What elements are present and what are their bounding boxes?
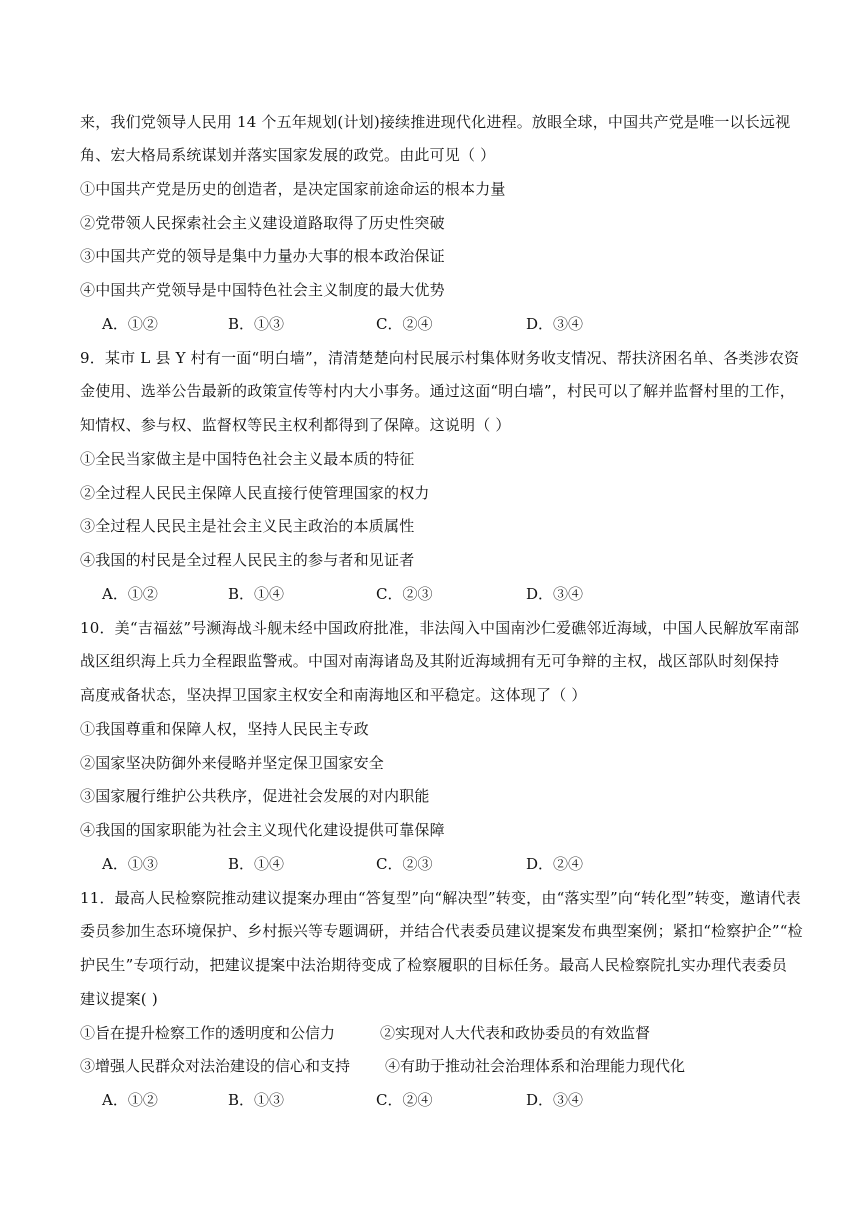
q10-statement-3: ③国家履行维护公共秩序，促进社会发展的对内职能 bbox=[80, 787, 430, 805]
q9-stem-line-2: 金使用、选举公告最新的政策宣传等村内大小事务。通过这面“明白墙”，村民可以了解并监督村里的工作， bbox=[80, 382, 795, 400]
q10-statement-1: ①我国尊重和保障人权，坚持人民民主专政 bbox=[80, 720, 369, 738]
q10-stem-line-2: 战区组织海上兵力全程跟监警戒。中国对南海诸岛及其附近海域拥有无可争辩的主权，战区部队时刻保持 bbox=[80, 652, 780, 670]
q10-option-c[interactable]: C．②③ bbox=[376, 855, 433, 873]
q8-statement-2: ②党带领人民探索社会主义建设道路取得了历史性突破 bbox=[80, 214, 445, 232]
q10-option-a[interactable]: A．①③ bbox=[102, 855, 158, 873]
q11-statement-2: ②实现对人大代表和政协委员的有效监督 bbox=[380, 1024, 651, 1042]
q9-statement-2: ②全过程人民民主保障人民直接行使管理国家的权力 bbox=[80, 484, 430, 502]
q8-option-c[interactable]: C．②④ bbox=[376, 315, 433, 333]
q10-option-d[interactable]: D．②④ bbox=[526, 855, 584, 873]
q9-stem-line-1: 9．某市 L 县 Y 村有一面“明白墙”，清清楚楚向村民展示村集体财务收支情况、帮扶济困名单、各类涉农资 bbox=[80, 349, 800, 367]
q10-stem-line-3: 高度戒备状态，坚决捍卫国家主权安全和南海地区和平稳定。这体现了（ ） bbox=[80, 686, 587, 704]
q9-option-b[interactable]: B．①④ bbox=[228, 585, 285, 603]
q11-stem-line-4: 建议提案( ) bbox=[80, 990, 158, 1008]
q8-statement-3: ③中国共产党的领导是集中力量办大事的根本政治保证 bbox=[80, 247, 445, 265]
q11-option-b[interactable]: B．①③ bbox=[228, 1091, 285, 1109]
q11-stem-line-2: 委员参加生态环境保护、乡村振兴等专题调研，并结合代表委员建议提案发布典型案例；紧扣“检察护企”“检 bbox=[80, 922, 803, 940]
q8-option-d[interactable]: D．③④ bbox=[526, 315, 584, 333]
q9-stem-line-3: 知情权、参与权、监督权等民主权利都得到了保障。这说明（ ） bbox=[80, 416, 511, 434]
q8-statement-4: ④中国共产党领导是中国特色社会主义制度的最大优势 bbox=[80, 281, 445, 299]
q8-statement-1: ①中国共产党是历史的创造者，是决定国家前途命运的根本力量 bbox=[80, 180, 506, 198]
q10-statement-4: ④我国的国家职能为社会主义现代化建设提供可靠保障 bbox=[80, 821, 445, 839]
q8-stem-line-2: 角、宏大格局系统谋划并落实国家发展的政党。由此可见（ ） bbox=[80, 146, 496, 164]
q9-option-a[interactable]: A．①② bbox=[102, 585, 158, 603]
q10-statement-2: ②国家坚决防御外来侵略并坚定保卫国家安全 bbox=[80, 754, 385, 772]
q11-stem-line-1: 11．最高人民检察院推动建议提案办理由“答复型”向“解决型”转变，由“落实型”向“转化型”转变，邀请代表 bbox=[80, 889, 801, 907]
q9-statement-3: ③全过程人民民主是社会主义民主政治的本质属性 bbox=[80, 517, 415, 535]
q9-option-d[interactable]: D．③④ bbox=[526, 585, 584, 603]
q11-option-a[interactable]: A．①② bbox=[102, 1091, 158, 1109]
q11-statement-1: ①旨在提升检察工作的透明度和公信力 bbox=[80, 1024, 336, 1042]
q9-statement-1: ①全民当家做主是中国特色社会主义最本质的特征 bbox=[80, 450, 415, 468]
q11-option-c[interactable]: C．②④ bbox=[376, 1091, 433, 1109]
q11-option-d[interactable]: D．③④ bbox=[526, 1091, 584, 1109]
q10-option-b[interactable]: B．①④ bbox=[228, 855, 285, 873]
q11-statement-3: ③增强人民群众对法治建设的信心和支持 bbox=[80, 1057, 351, 1075]
q8-option-a[interactable]: A．①② bbox=[102, 315, 158, 333]
q8-option-b[interactable]: B．①③ bbox=[228, 315, 285, 333]
q8-stem-line-1: 来，我们党领导人民用 14 个五年规划(计划)接续推进现代化进程。放眼全球，中国共产党是唯一以长远视 bbox=[80, 113, 791, 131]
q11-stem-line-3: 护民生”专项行动，把建议提案中法治期待变成了检察履职的目标任务。最高人民检察院扎实办理代表委员 bbox=[80, 956, 788, 974]
q9-option-c[interactable]: C．②③ bbox=[376, 585, 433, 603]
q9-statement-4: ④我国的村民是全过程人民民主的参与者和见证者 bbox=[80, 551, 415, 569]
q11-statement-4: ④有助于推动社会治理体系和治理能力现代化 bbox=[385, 1057, 686, 1075]
q10-stem-line-1: 10．美“吉福兹”号濒海战斗舰未经中国政府批准，非法闯入中国南沙仁爱礁邻近海域，中国人民解放军南部 bbox=[80, 619, 800, 637]
